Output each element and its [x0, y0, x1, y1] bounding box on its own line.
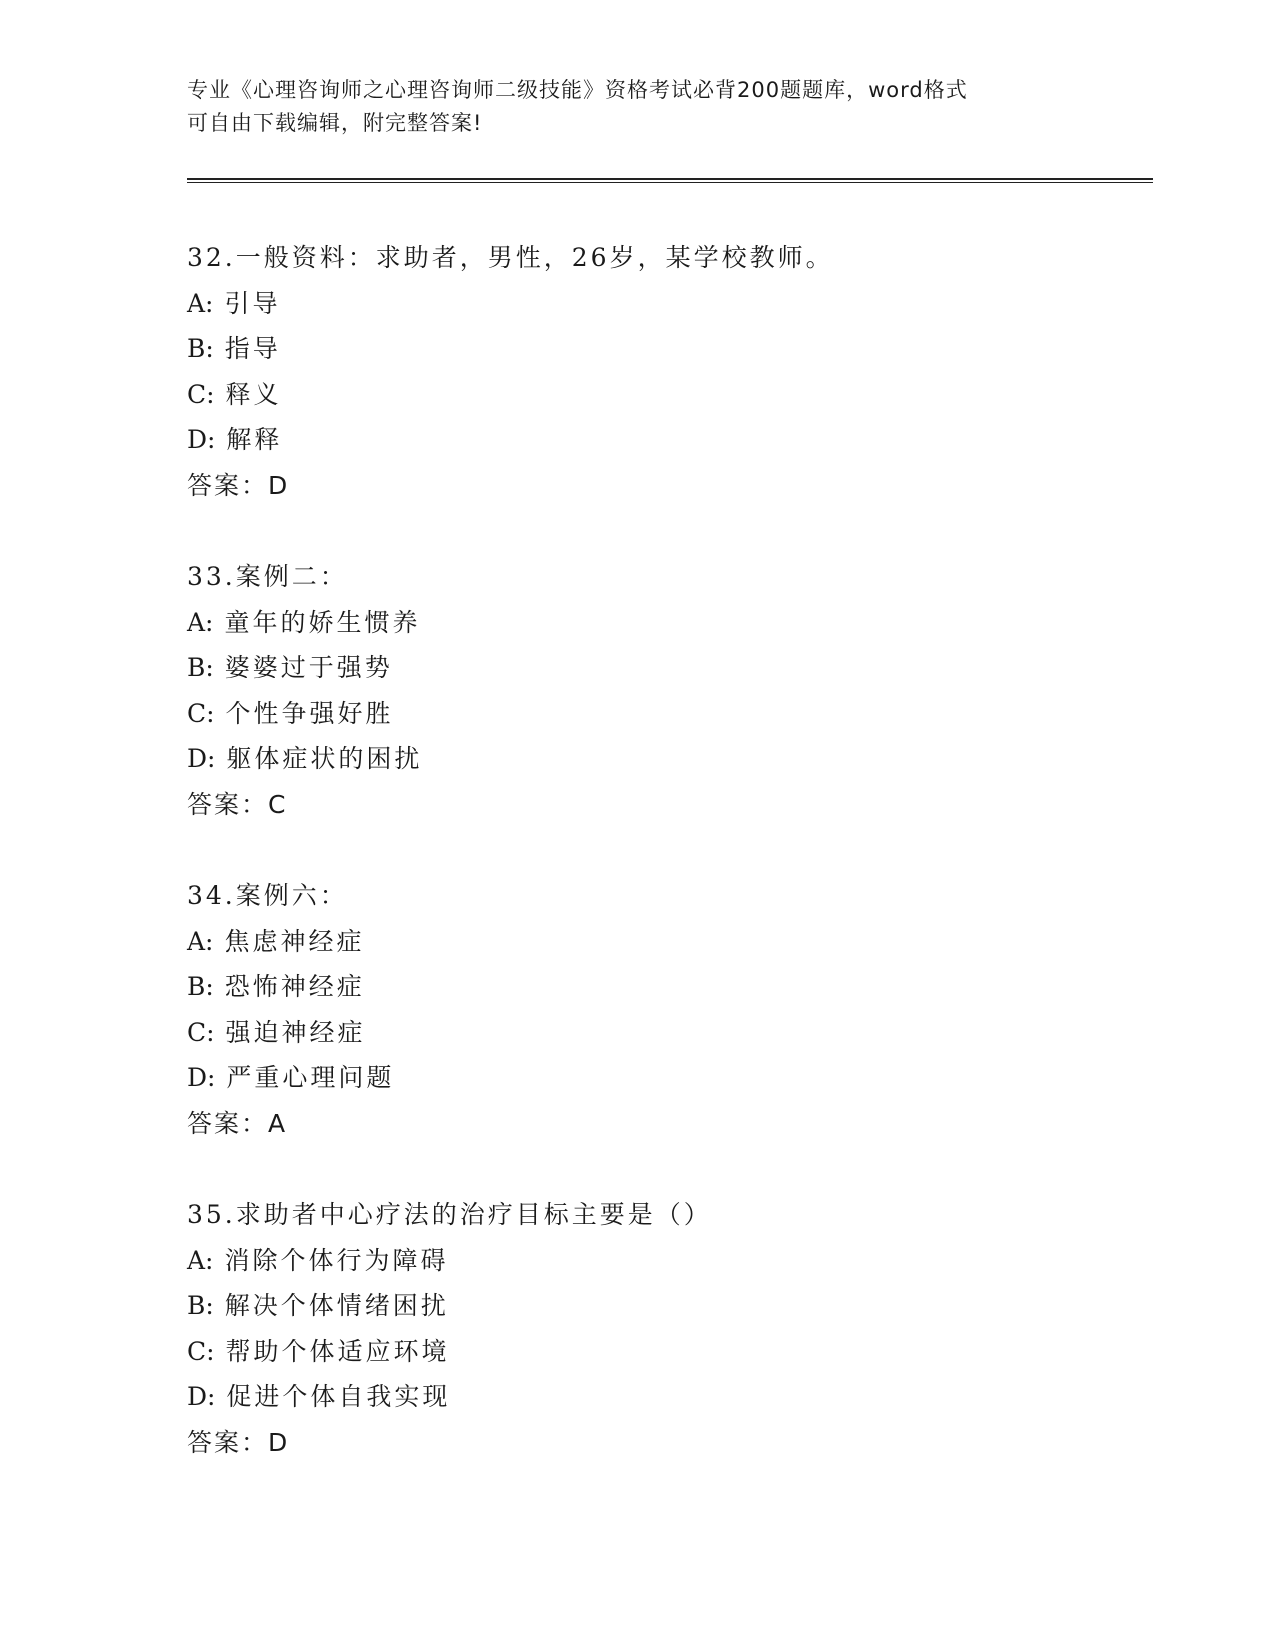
option-text: 消除个体行为障碍: [224, 1245, 449, 1275]
answer-label: 答案：: [187, 1427, 269, 1457]
option-b: [187, 645, 1147, 691]
answer-value: D: [268, 470, 288, 500]
option-text: 解释: [226, 425, 283, 454]
answer-value: A: [268, 1108, 286, 1138]
option-letter: A:: [187, 607, 214, 637]
question-34: [187, 873, 1147, 1146]
option-text: 严重心理问题: [226, 1063, 395, 1092]
option-letter: C:: [187, 1017, 215, 1047]
question-32: [187, 235, 1147, 508]
option-d: [187, 1374, 1147, 1420]
header-line-1: 专业《心理咨询师之心理咨询师二级技能》资格考试必背200题题库，word格式: [187, 78, 968, 102]
answer-value: D: [268, 1427, 288, 1457]
answer-label: 答案：: [187, 470, 269, 500]
option-d: [187, 1055, 1147, 1101]
option-letter: B:: [187, 334, 214, 363]
header-divider: [187, 178, 1153, 183]
question-stem: [187, 235, 1147, 281]
option-b: [187, 964, 1147, 1010]
question-text: 案例二：: [235, 562, 348, 591]
question-list: [187, 235, 1147, 1511]
option-letter: C:: [187, 379, 215, 409]
option-c: [187, 372, 1147, 418]
answer-line: [187, 1101, 1147, 1147]
question-33: [187, 554, 1147, 827]
option-d: [187, 736, 1147, 782]
option-b: [187, 326, 1147, 372]
option-letter: D:: [187, 425, 216, 454]
question-text: 一般资料：求助者，男性，26岁，某学校教师。: [235, 243, 834, 272]
question-stem: [187, 554, 1147, 600]
option-text: 强迫神经症: [225, 1017, 366, 1047]
option-a: [187, 1238, 1147, 1284]
option-text: 恐怖神经症: [224, 972, 365, 1001]
answer-line: [187, 1420, 1147, 1466]
answer-line: [187, 463, 1147, 509]
option-a: [187, 600, 1147, 646]
answer-line: [187, 782, 1147, 828]
answer-value: C: [268, 789, 286, 819]
option-letter: A:: [187, 1245, 214, 1275]
option-letter: B:: [187, 972, 214, 1001]
option-a: [187, 281, 1147, 327]
answer-label: 答案：: [187, 1108, 269, 1138]
question-number: 33.: [187, 562, 236, 591]
option-text: 焦虑神经症: [224, 926, 365, 956]
question-number: 32.: [187, 243, 236, 272]
option-text: 童年的娇生惯养: [224, 607, 421, 637]
question-number: 35.: [187, 1200, 236, 1229]
question-number: 34.: [187, 881, 236, 910]
option-text: 释义: [225, 379, 282, 409]
option-letter: D:: [187, 1382, 216, 1411]
option-c: [187, 1010, 1147, 1056]
option-b: [187, 1283, 1147, 1329]
option-letter: A:: [187, 926, 214, 956]
document-header: [187, 74, 1087, 140]
option-letter: C:: [187, 1336, 215, 1366]
question-text: 案例六：: [235, 881, 348, 910]
option-letter: B:: [187, 1291, 214, 1320]
option-c: [187, 1329, 1147, 1375]
question-stem: [187, 873, 1147, 919]
question-35: [187, 1192, 1147, 1465]
answer-label: 答案：: [187, 789, 269, 819]
question-stem: [187, 1192, 1147, 1238]
option-letter: D:: [187, 744, 216, 773]
option-letter: C:: [187, 698, 215, 728]
option-text: 解决个体情绪困扰: [224, 1291, 449, 1320]
option-text: 帮助个体适应环境: [225, 1336, 450, 1366]
option-text: 促进个体自我实现: [226, 1382, 451, 1411]
option-a: [187, 919, 1147, 965]
option-text: 指导: [224, 334, 281, 363]
option-text: 个性争强好胜: [225, 698, 394, 728]
question-text: 求助者中心疗法的治疗目标主要是（）: [235, 1200, 712, 1229]
option-letter: A:: [187, 288, 214, 318]
option-letter: D:: [187, 1063, 216, 1092]
header-line-2: 可自由下载编辑，附完整答案!: [187, 111, 483, 135]
option-text: 婆婆过于强势: [224, 653, 393, 682]
option-text: 躯体症状的困扰: [226, 744, 423, 773]
option-text: 引导: [224, 288, 281, 318]
option-d: [187, 417, 1147, 463]
option-letter: B:: [187, 653, 214, 682]
option-c: [187, 691, 1147, 737]
